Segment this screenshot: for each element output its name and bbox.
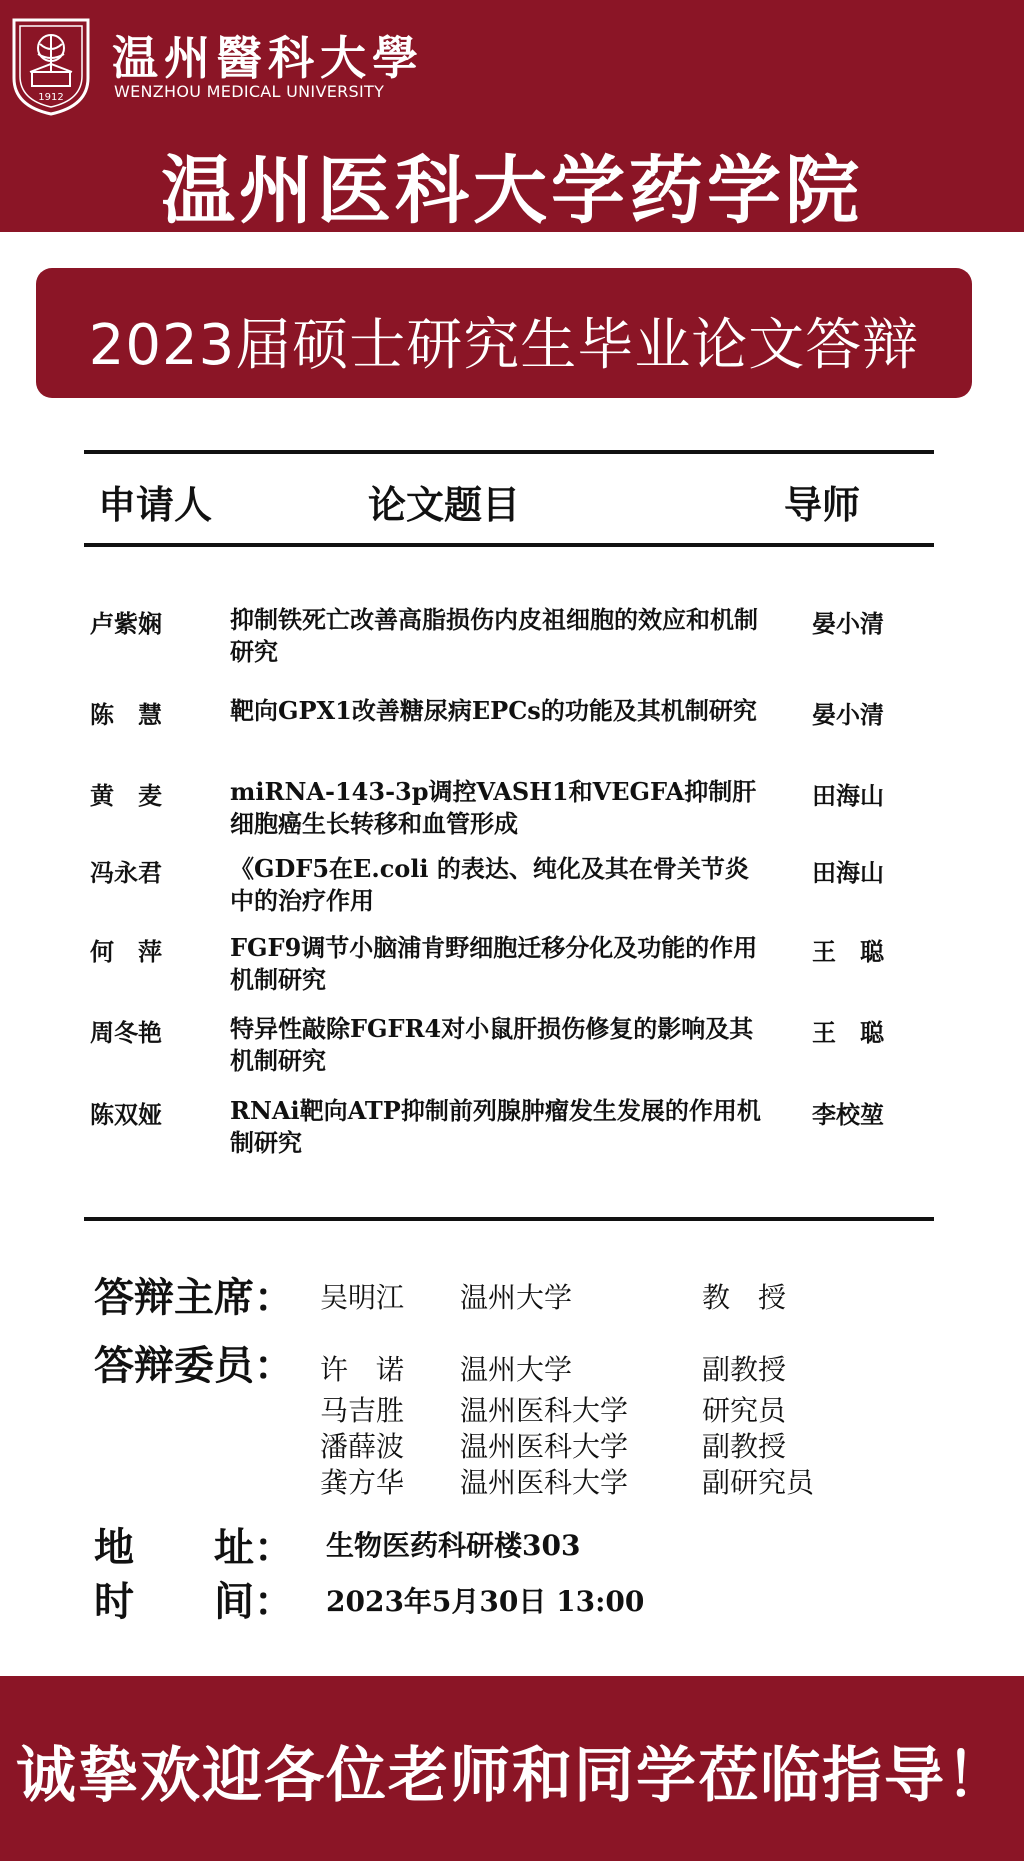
member-name: 潘薛波 [320, 1430, 405, 1463]
member-org: 温州医科大学 [460, 1430, 629, 1463]
address-value: 生物医药科研楼303 [326, 1529, 581, 1562]
advisor-name: 李校堃 [812, 1100, 884, 1129]
applicant-name: 卢紫娴 [90, 609, 162, 638]
member-org: 温州医科大学 [460, 1466, 629, 1499]
member-name: 吴明江 [320, 1281, 405, 1314]
chair-label: 答辩主席： [94, 1275, 294, 1321]
applicant-name: 何 萍 [90, 937, 162, 966]
address-label: 地 址： [94, 1525, 294, 1571]
thesis-title: 《GDF5在E.coli 的表达、纯化及其在骨关节炎中的治疗作用 [230, 854, 749, 915]
event-title-box [36, 268, 972, 398]
member-org: 温州大学 [460, 1353, 573, 1386]
member-title: 副教授 [702, 1430, 787, 1463]
member-org: 温州医科大学 [460, 1394, 629, 1427]
welcome-message: 诚挚欢迎各位老师和同学莅临指导！ [16, 1741, 1008, 1811]
thesis-title: FGF9调节小脑浦肯野细胞迁移分化及功能的作用机制研究 [230, 933, 758, 994]
university-name-en: WENZHOU MEDICAL UNIVERSITY [114, 82, 385, 101]
member-name: 龚方华 [320, 1466, 405, 1499]
header-thesis-title: 论文题目 [368, 483, 521, 527]
member-org: 温州大学 [460, 1281, 573, 1314]
member-title: 副教授 [702, 1353, 787, 1386]
member-name: 马吉胜 [320, 1394, 405, 1427]
advisor-name: 田海山 [812, 858, 884, 887]
advisor-name: 王 聪 [812, 937, 884, 966]
school-name: 温州医科大学药学院 [161, 148, 863, 234]
applicant-name: 陈 慧 [90, 700, 162, 729]
header-applicant: 申请人 [98, 483, 213, 527]
time-label: 时 间： [94, 1579, 294, 1625]
thesis-title: 特异性敲除FGFR4对小鼠肝损伤修复的影响及其机制研究 [230, 1014, 754, 1075]
applicant-name: 陈双娅 [90, 1100, 162, 1129]
thesis-title: RNAi靶向ATP抑制前列腺肿瘤发生发展的作用机制研究 [230, 1096, 761, 1157]
applicant-name: 冯永君 [90, 858, 162, 887]
applicant-name: 黄 麦 [90, 781, 162, 810]
thesis-title: miRNA-143-3p调控VASH1和VEGFA抑制肝细胞癌生长转移和血管形成 [230, 777, 757, 838]
thesis-title: 靶向GPX1改善糖尿病EPCs的功能及其机制研究 [230, 696, 757, 725]
top-banner [0, 0, 1024, 232]
advisor-name: 晏小清 [812, 700, 884, 729]
svg-text:1912: 1912 [38, 92, 64, 103]
member-title: 副研究员 [702, 1466, 815, 1499]
member-title: 教 授 [702, 1281, 787, 1314]
header-advisor: 导师 [784, 483, 861, 527]
university-emblem-icon [10, 14, 92, 118]
time-value: 2023年5月30日 13:00 [326, 1585, 645, 1618]
table-top-rule [84, 450, 934, 454]
bottom-banner [0, 1676, 1024, 1861]
advisor-name: 王 聪 [812, 1018, 884, 1047]
member-title: 研究员 [702, 1394, 787, 1427]
table-header-rule [84, 543, 934, 547]
table-bottom-rule [84, 1217, 934, 1221]
event-title: 2023届硕士研究生毕业论文答辩 [88, 313, 920, 378]
thesis-title: 抑制铁死亡改善高脂损伤内皮祖细胞的效应和机制研究 [230, 605, 758, 666]
advisor-name: 晏小清 [812, 609, 884, 638]
university-name-cn: 温州醫科大學 [112, 31, 424, 85]
member-name: 许 诺 [320, 1353, 405, 1386]
advisor-name: 田海山 [812, 781, 884, 810]
members-label: 答辩委员： [94, 1343, 294, 1389]
applicant-name: 周冬艳 [90, 1018, 162, 1047]
